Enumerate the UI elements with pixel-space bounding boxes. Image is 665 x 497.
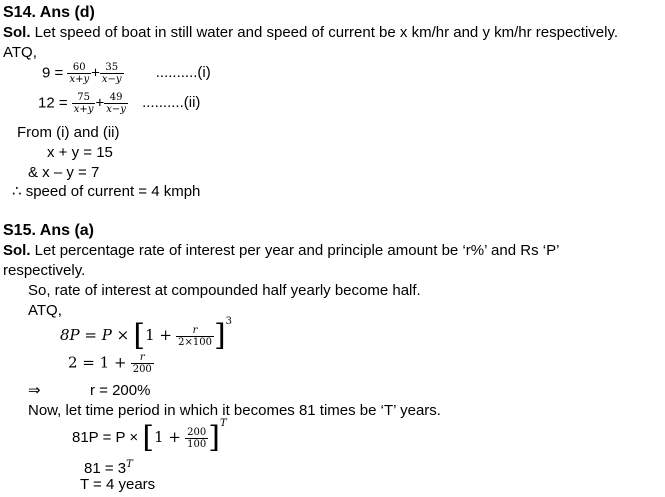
s14-sol-line [3,23,618,42]
s15-eq1-frac: $\frac{r}{2\times 100}$ [178,324,212,348]
s15-sol-line [3,241,559,260]
s15-eq1-lhs: 8P = P × [60,326,130,344]
s15-sol-text2: respectively. [3,262,86,279]
s15-r-value: r = 200% [90,382,151,399]
s14-eq2-lhs: 12 = [38,94,68,112]
s14-from: From (i) and (ii) [17,124,120,141]
s15-eq1-lbracket: [ [133,318,146,354]
s14-eq1-lhs: 9 = [42,64,64,82]
s14-eq2: 12 = $\frac{75}{x+y}$ + $\frac{49}{x-y}$ ..........(ii) [38,92,201,115]
s14-line1: x + y = 15 [47,144,113,161]
s14-eq1-frac1: $\frac{60}{x+y}$ [69,62,90,85]
s14-sol-text: Let speed of boat in still water and speed of current be x km/hr and y km/hr respectively. [30,24,619,41]
s15-eq3-one: 1 + [154,428,181,446]
s14-therefore: ∴ speed of current = 4 kmph [12,183,201,200]
s15-eq3-exp: T [219,418,227,429]
s14-eq1-frac2: $\frac{35}{x-y}$ [101,62,122,85]
s14-sol-label: Sol. [3,24,31,41]
s15-eq3-lbracket: [ [142,420,155,456]
s15-eq3-frac: $\frac{200}{100}$ [187,426,207,450]
s14-eq2-frac2: $\frac{49}{x-y}$ [106,92,126,115]
s14-eq2-tag: ..........(ii) [142,94,201,112]
s15-eq4: $81 = 3^T$ [84,459,133,477]
s15-eq1-one: 1 + [145,326,172,344]
s14-eq2-frac1: $\frac{75}{x+y}$ [73,92,94,115]
s15-sol-text: Let percentage rate of interest per year and principle amount be ‘r%’ and Rs ‘P’ [30,242,560,259]
s15-eq3-lhs: 81P = P × [72,429,139,446]
s15-implies: ⇒ [28,382,41,399]
s15-t-value: T = 4 years [80,476,156,493]
s15-now: Now, let time period in which it becomes 81 times be ‘T’ years. [28,402,441,419]
s14-heading: S14. Ans (d) [3,4,95,21]
s15-eq2-frac: $\frac{r}{200}$ [132,352,152,375]
s14-atq: ATQ, [3,44,37,61]
s15-atq: ATQ, [28,302,62,319]
s15-eq2-lhs: 2 = 1 + [68,353,127,372]
s15-eq1-exp: 3 [225,316,233,327]
s15-eq3 [72,418,227,456]
s14-eq1-tag: ..........(i) [155,64,211,82]
s15-so: So, rate of interest at compounded half yearly become half. [28,282,421,299]
s15-eq1-rbracket: ] [213,318,226,354]
s15-eq2 [68,352,154,375]
s15-eq3-rbracket: ] [208,420,220,456]
s15-eq4-exp: T [126,459,133,470]
s14-line2: & x – y = 7 [28,164,100,181]
s15-sol-label: Sol. [3,242,31,259]
s15-heading: S15. Ans (a) [3,222,94,239]
s15-eq1 [60,316,233,354]
s14-eq1: 9 = $\frac{60}{x+y}$ + $\frac{35}{x-y}$ ..........(i) [42,62,211,85]
